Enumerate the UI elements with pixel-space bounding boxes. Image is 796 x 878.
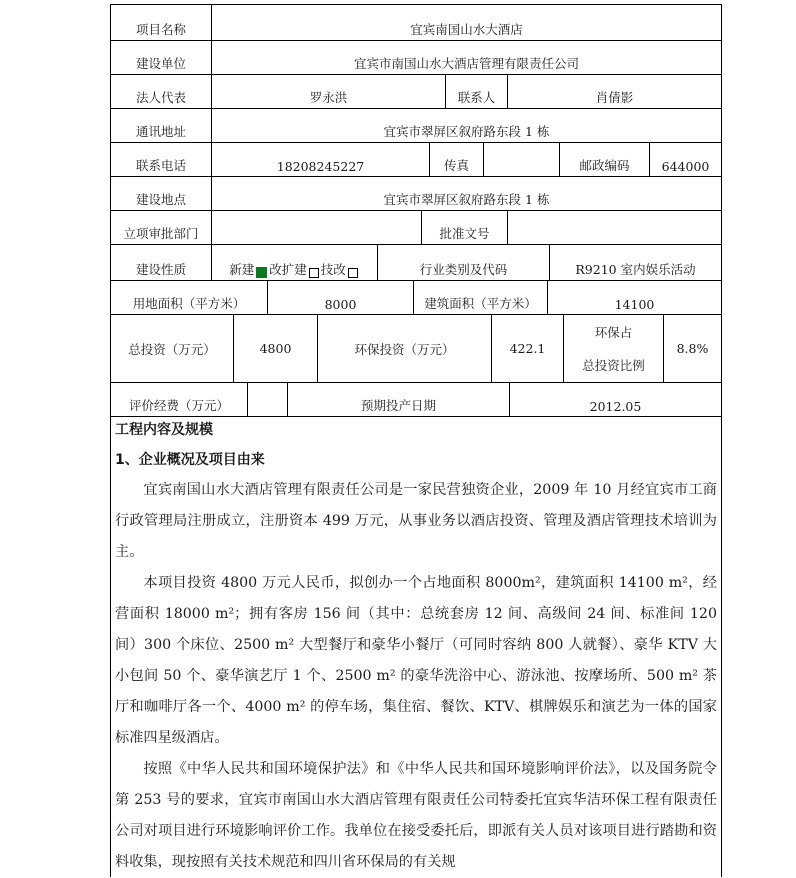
project-name-label: 项目名称	[135, 22, 186, 37]
site-label: 建设地点	[135, 192, 186, 207]
land-area-value: 8000	[267, 281, 413, 314]
prod-date-value: 2012.05	[509, 383, 721, 416]
industry-label: 行业类别及代码	[377, 245, 549, 280]
phone-value: 18208245227	[211, 143, 429, 176]
eval-fee-value	[247, 383, 287, 416]
nature-expand-checkbox	[309, 268, 319, 278]
postcode-value: 644000	[649, 143, 721, 176]
env-invest-value: 422.1	[491, 315, 563, 382]
approval-no-label: 批准文号	[421, 211, 507, 244]
site-value: 宜宾市翠屏区叙府路东段 1 栋	[211, 177, 721, 210]
address-label: 通讯地址	[135, 124, 186, 139]
row-builder	[111, 41, 721, 75]
build-area-label: 建筑面积（平方米）	[413, 281, 547, 314]
env-ratio-value: 8.8%	[663, 315, 721, 382]
env-ratio-label-line2: 总投资比例	[582, 358, 645, 374]
project-name-value: 宜宾南国山水大酒店	[211, 5, 721, 40]
row-investment	[111, 315, 721, 383]
build-area-value: 14100	[547, 281, 721, 314]
row-nature	[111, 245, 721, 281]
fax-label: 传真	[429, 143, 483, 176]
nature-tech-label: 技改	[320, 262, 346, 277]
row-area	[111, 281, 721, 315]
nature-new-label: 新建	[229, 262, 255, 277]
builder-label: 建设单位	[135, 56, 186, 71]
contact-value: 肖倩影	[507, 75, 721, 108]
legal-rep-label: 法人代表	[135, 90, 186, 105]
phone-label: 联系电话	[135, 158, 186, 173]
nature-options	[211, 245, 377, 280]
land-area-label: 用地面积（平方米）	[132, 296, 246, 311]
section-subheading: 1、企业概况及项目由来	[115, 452, 265, 468]
address-value: 宜宾市翠屏区叙府路东段 1 栋	[211, 109, 721, 142]
row-approval	[111, 211, 721, 245]
env-invest-label: 环保投资（万元）	[317, 315, 491, 382]
env-ratio-label	[563, 315, 663, 382]
paragraph-project: 本项目投资 4800 万元人民币，拟创办一个占地面积 8000m²，建筑面积 14100 m²，经营面积 18000 m²；拥有客房 156 间（其中：总统套房 12 间、高级间 24 间、标准间 120 间）300 个床位、2500 m² 大型餐厅和豪华小餐厅（可同时容纳 800 人就餐）、豪华 KTV 大小包间 50 个、豪华演艺厅 1 个、2500 m² 的豪华洗浴中心、游泳池、按摩场所、500 m² 茶厅和咖啡厅各一个、4000 m² 的停车场，集住宿、餐饮、KTV、棋牌娱乐和演艺为一体的国家标准四星级酒店。	[115, 575, 717, 746]
eval-fee-label: 评价经费（万元）	[128, 398, 229, 413]
nature-expand-label: 改扩建	[269, 262, 307, 277]
total-invest-label: 总投资（万元）	[128, 341, 216, 357]
row-legal-rep	[111, 75, 721, 109]
paragraph-company: 宜宾南国山水大酒店管理有限责任公司是一家民营独资企业，2009 年 10 月经宜宾市工商行政管理局注册成立，注册资本 499 万元，从事业务以酒店投资、管理及酒店管理技术培训为主。	[115, 482, 717, 560]
nature-tech-checkbox	[348, 268, 358, 278]
row-site	[111, 177, 721, 211]
contact-label: 联系人	[445, 75, 507, 108]
industry-value: R9210 室内娱乐活动	[549, 245, 721, 280]
paragraph-commission: 按照《中华人民共和国环境保护法》和《中华人民共和国环境影响评价法》，以及国务院令第 253 号的要求，宜宾市南国山水大酒店管理有限责任公司特委托宜宾华洁环保工程有限责任公司对项目进行环境影响评价工作。我单位在接受委托后，即派有关人员对该项目进行踏勘和资料收集，现按照有关技术规范和四川省环保局的有关规	[115, 761, 717, 870]
legal-rep-value: 罗永洪	[211, 75, 445, 108]
approval-dept-label: 立项审批部门	[123, 226, 199, 241]
nature-new-checkbox	[256, 267, 267, 278]
section-heading: 工程内容及规模	[115, 422, 213, 438]
env-ratio-label-line1: 环保占	[594, 324, 633, 340]
builder-value: 宜宾市南国山水大酒店管理有限责任公司	[211, 41, 721, 74]
fax-value	[483, 143, 559, 176]
project-info-page	[110, 4, 722, 877]
total-invest-value: 4800	[233, 315, 317, 382]
row-eval	[111, 383, 721, 417]
row-address	[111, 109, 721, 143]
approval-dept-value	[211, 211, 421, 244]
project-content	[115, 415, 717, 878]
prod-date-label: 预期投产日期	[287, 383, 509, 416]
row-project-name	[111, 5, 721, 41]
nature-label: 建设性质	[135, 262, 186, 277]
row-phone	[111, 143, 721, 177]
postcode-label: 邮政编码	[559, 143, 649, 176]
approval-no-value	[507, 211, 721, 244]
